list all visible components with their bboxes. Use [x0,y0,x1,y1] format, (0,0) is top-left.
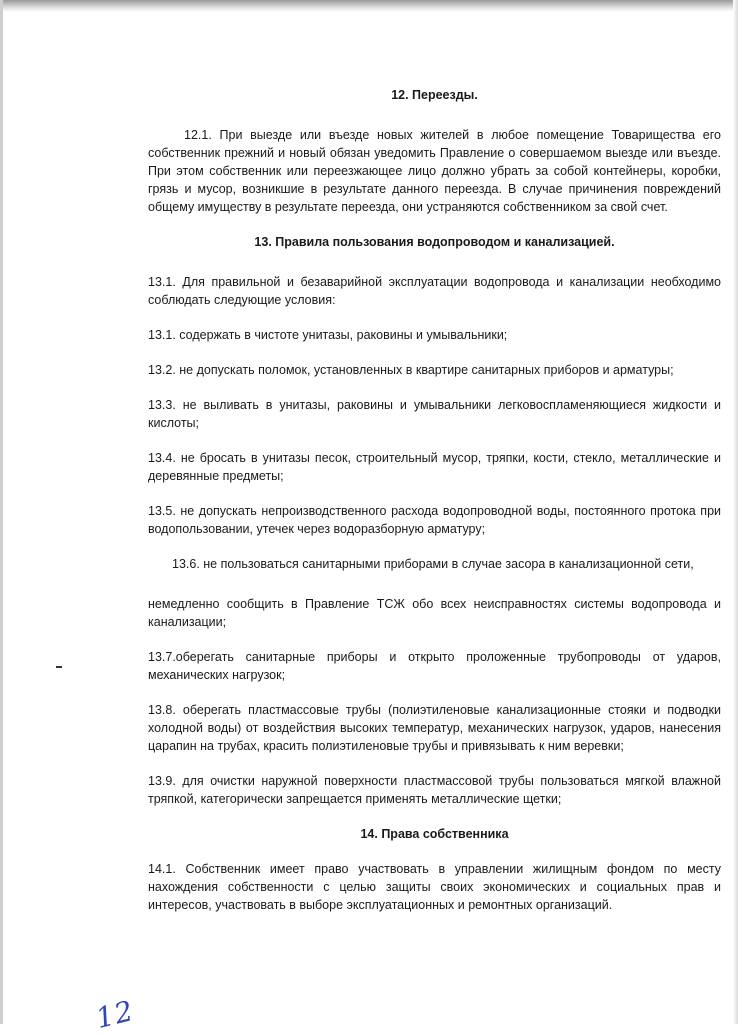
handwritten-page-number: 12 [92,993,138,1035]
section-heading-12: 12. Переезды. [391,88,478,102]
paragraph-13-3: 13.3. не выливать в унитазы, раковины и умывальники легковоспламеняющиеся жидкости и кислоты; [148,398,721,430]
paragraph-12-1: 12.1. При выезде или въезде новых жителей в любое помещение Товарищества его собственник прежний и новый обязан уведомить Правление о совершаемом выезде или въезде. При этом собственник или переезжающее лицо должно убрать за собой контейнеры, коробки, грязь и мусор, возникшие в результате данного переезда. В случае причинения повреждений общему имуществу в результате переезда, они устраняются собственником за свой счет. [148,128,721,214]
section-heading-13: 13. Правила пользования водопроводом и канализацией. [254,235,615,249]
paragraph-13-intro: 13.1. Для правильной и безаварийной эксплуатации водопровода и канализации необходимо соблюдать следующие условия: [148,275,721,307]
paragraph-13-6: 13.6. не пользоваться санитарными приборами в случае засора в канализационной сети, [172,557,694,571]
scan-shadow-right [733,0,738,1024]
paragraph-13-8: 13.8. оберегать пластмассовые трубы (полиэтиленовые канализационные стояки и подводки холодной воды) от воздействия высоких температур, механических нагрузок, ударов, нанесения царапин на трубах, красить полиэтиленовые трубы и привязывать к ним веревки; [148,703,721,753]
paragraph-13-2: 13.2. не допускать поломок, установленных в квартире санитарных приборов и арматуры; [148,363,674,377]
paragraph-13-1: 13.1. содержать в чистоте унитазы, раковины и умывальники; [148,328,508,342]
paragraph-13-7: 13.7.оберегать санитарные приборы и открыто проложенные трубопроводы от ударов, механических нагрузок; [148,650,721,682]
margin-mark [56,666,62,668]
document-page [148,86,721,914]
scan-shadow-left [0,0,3,1024]
paragraph-14-1: 14.1. Собственник имеет право участвовать в управлении жилищным фондом по месту нахождения собственности с целью защиты своих экономических и социальных прав и интересов, участвовать в выборе эксплуатационных и ремонтных организаций. [148,862,721,912]
scan-shadow-top [0,0,738,12]
section-heading-14: 14. Права собственника [360,827,509,841]
paragraph-13-6-continued: немедленно сообщить в Правление ТСЖ обо всех неисправностях системы водопровода и канализации; [148,597,721,629]
paragraph-13-4: 13.4. не бросать в унитазы песок, строительный мусор, тряпки, кости, стекло, металлические и деревянные предметы; [148,451,721,483]
paragraph-13-5: 13.5. не допускать непроизводственного расхода водопроводной воды, постоянного протока при водопользовании, утечек через водоразборную арматуру; [148,504,721,536]
paragraph-13-9: 13.9. для очистки наружной поверхности пластмассовой трубы пользоваться мягкой влажной тряпкой, категорически запрещается применять металлические щетки; [148,774,721,806]
